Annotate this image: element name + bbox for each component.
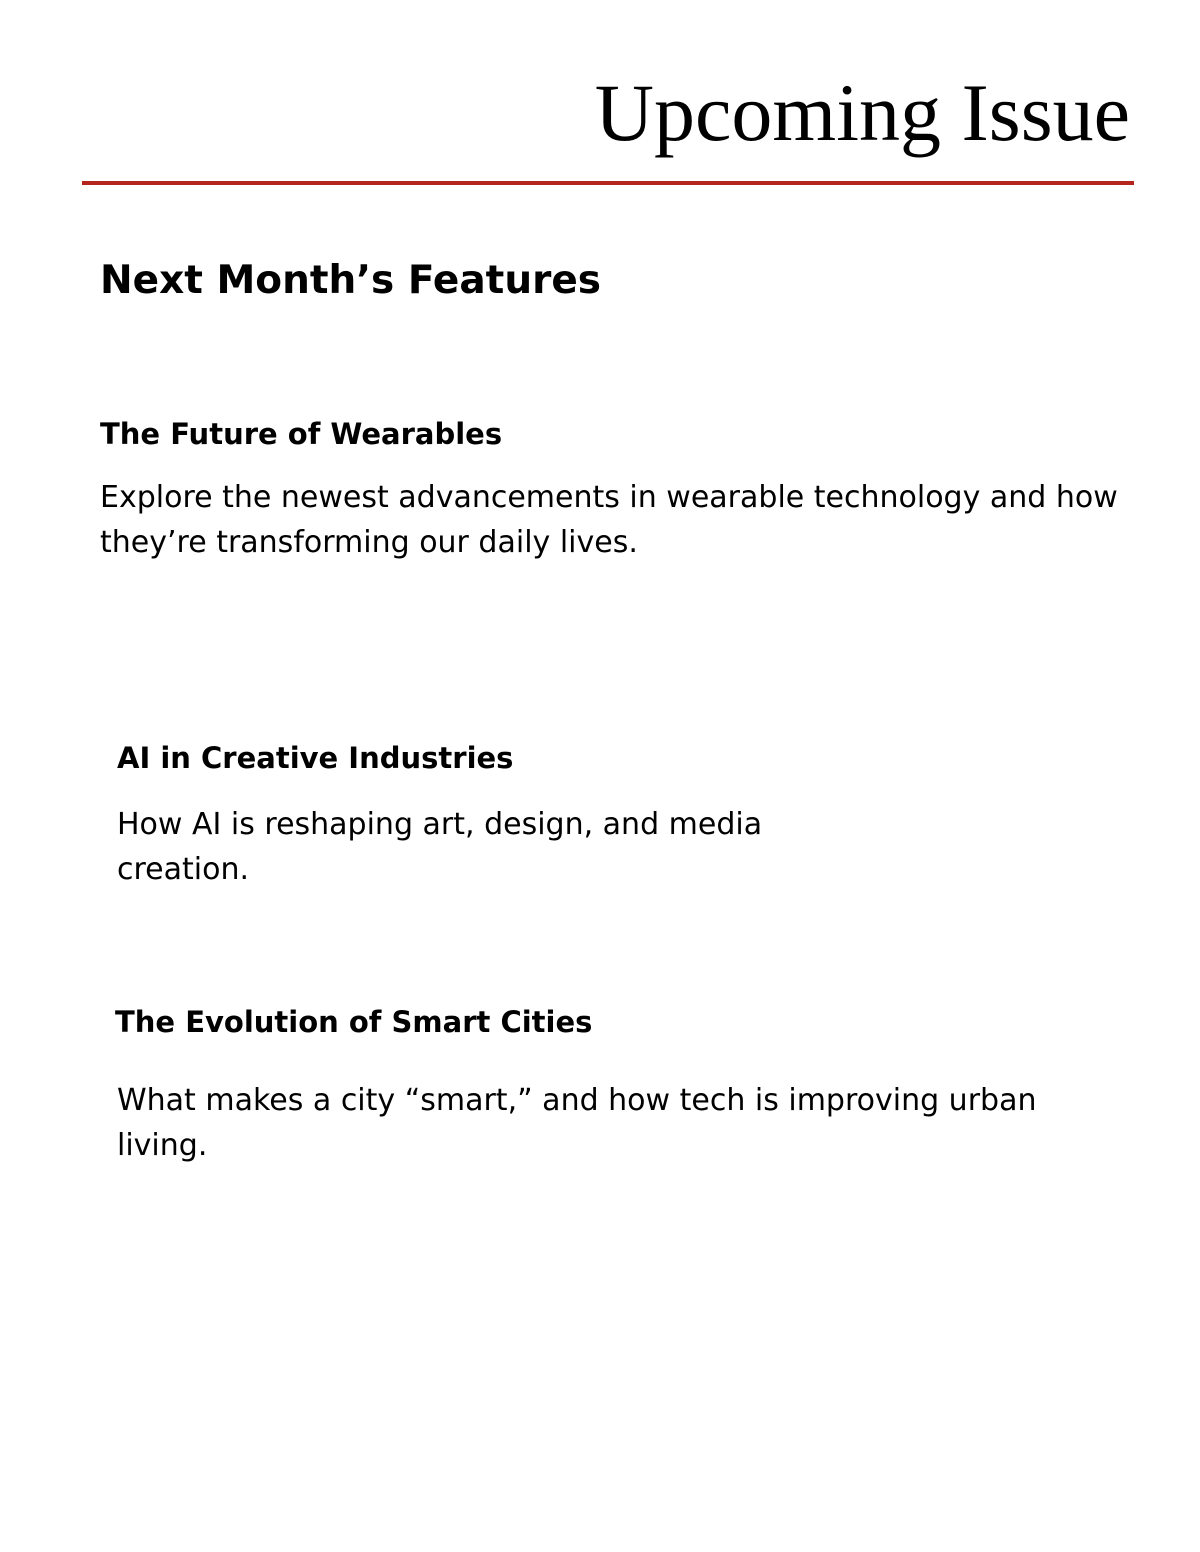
feature-title: The Future of Wearables: [100, 417, 503, 451]
feature-item: [115, 1005, 1115, 1168]
feature-title: AI in Creative Industries: [117, 741, 514, 775]
page-title: Upcoming Issue: [594, 67, 1130, 158]
feature-item: [117, 741, 817, 892]
feature-title: The Evolution of Smart Cities: [115, 1005, 593, 1039]
feature-item: [100, 417, 1140, 565]
feature-description: Explore the newest advancements in wearable technology and how they’re transforming our daily lives.: [100, 479, 1118, 560]
section-heading: Next Month’s Features: [100, 258, 601, 303]
feature-description: What makes a city “smart,” and how tech is improving urban living.: [117, 1082, 1037, 1163]
title-divider: [82, 181, 1134, 185]
feature-description: How AI is reshaping art, design, and media creation.: [117, 806, 763, 887]
